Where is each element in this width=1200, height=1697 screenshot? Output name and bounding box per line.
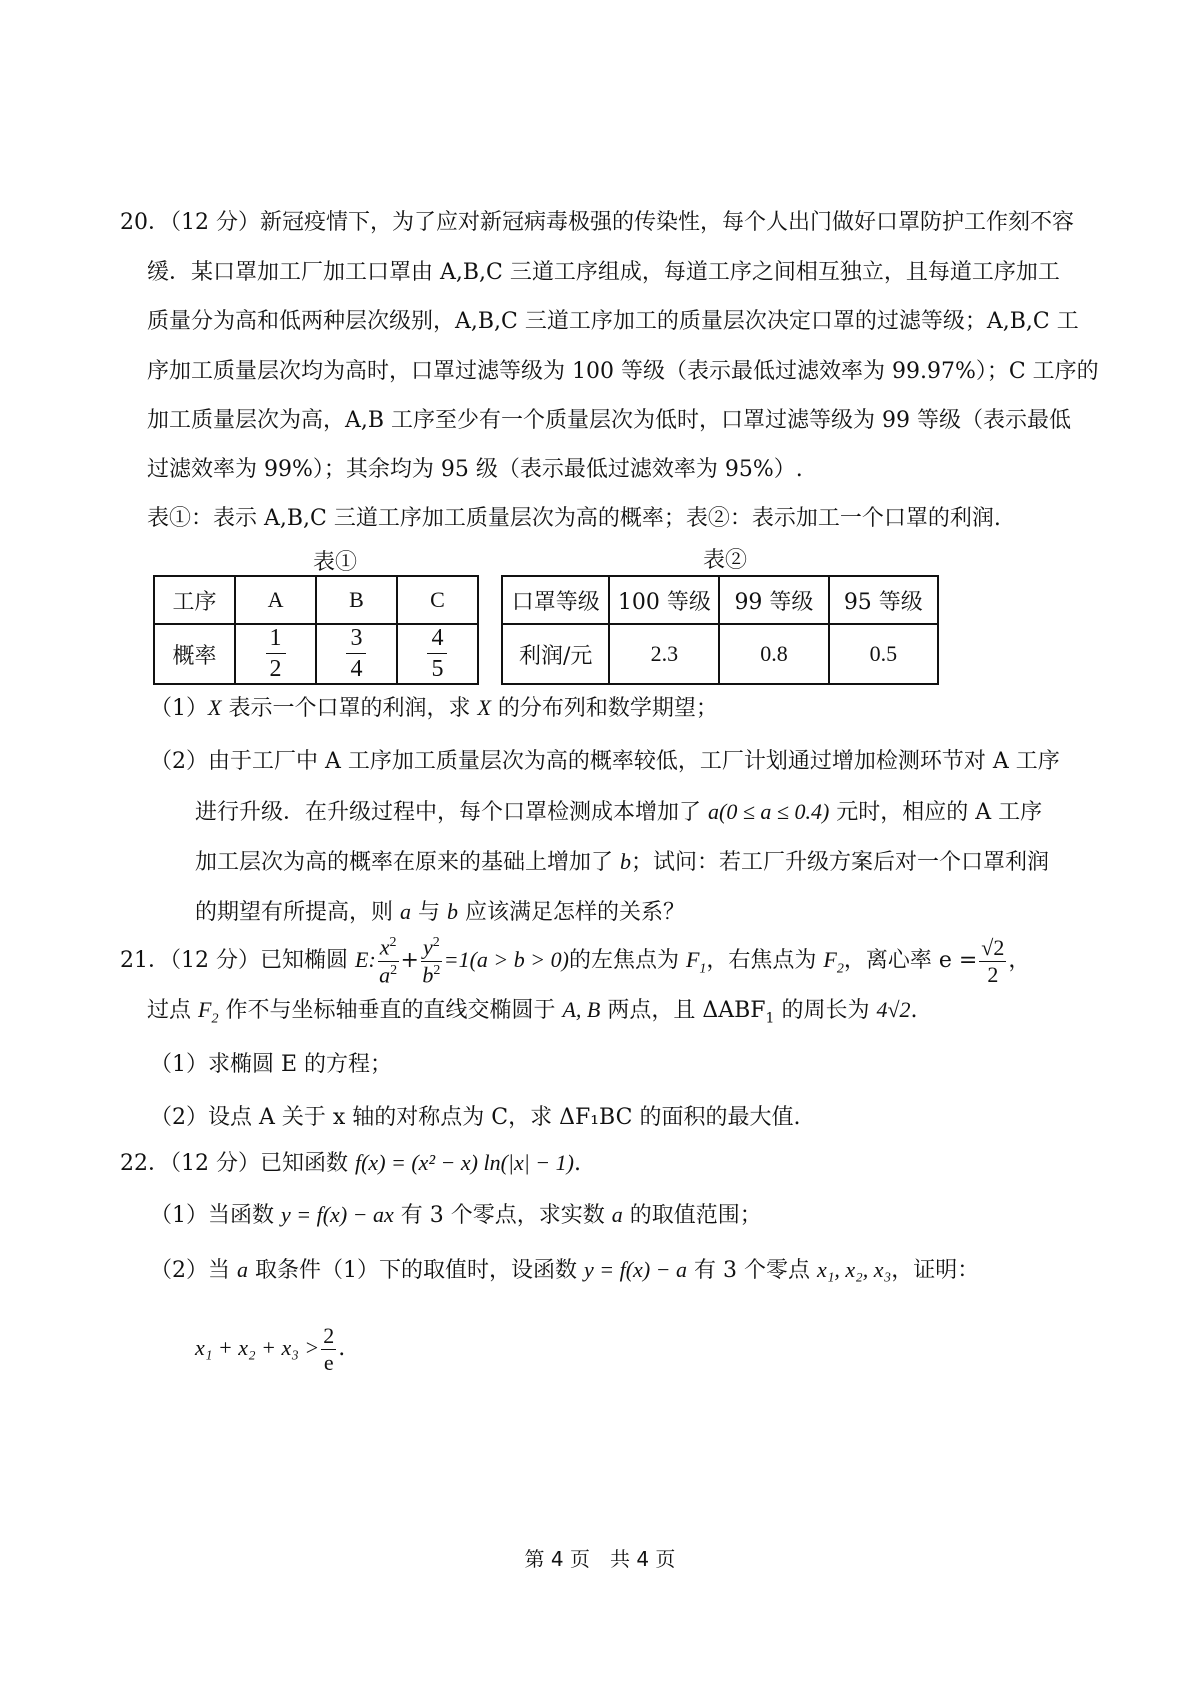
- table1: [153, 575, 479, 685]
- q22-inequality: x₁ + x₂ + x₃ > $\frac{2}{e}$ .: [195, 1322, 346, 1375]
- cost-condition: a(0 ≤ a ≤ 0.4): [708, 799, 830, 824]
- q20-part2-line-3: 加工层次为高的概率在原来的基础上增加了 b；试问：若工厂升级方案后对一个口罩利润: [195, 849, 1050, 875]
- q20-line-2: 缓．某口罩加工厂加工口罩由 A,B,C 三道工序组成，每道工序之间相互独立，且每道工序加工: [147, 260, 1060, 285]
- q21-line-2: 过点 $F_2$ 作不与坐标轴垂直的直线交椭圆于 A, B 两点，且 $\Delta ABF_1$ 的周长为 4√2.: [147, 997, 918, 1027]
- q22-part2: （2）当 a 取条件（1）下的取值时，设函数 y = f(x) − a 有 3 个零点 x₁, x₂, x₃，证明：: [150, 1257, 980, 1283]
- table2-title: 表②: [702, 548, 747, 573]
- q22-line-1: 22．（12 分）已知函数 f(x) = (x² − x) ln(|x| − 1).: [120, 1150, 581, 1176]
- table1-header-a: A: [235, 576, 316, 624]
- q20-part2-line-4: 的期望有所提高，则 a 与 b 应该满足怎样的关系？: [195, 899, 685, 925]
- q21-line-1: 21．（12 分）已知椭圆 E: $\frac{x^2}{a^2}$ + $\frac{y^2}{b^2}$ =1(a > b > 0)的左焦点为 $F_1$，右焦点为 $F_2$，离心率 e = $\frac{√2}{2}$ ，: [120, 934, 1031, 987]
- table2-profit-95: 0.5: [829, 624, 938, 684]
- table1-prob-c: $\frac{4}{5}$: [397, 624, 478, 684]
- table1-header-b: B: [316, 576, 397, 624]
- table2-header-100: 100 等级: [609, 576, 719, 624]
- table1-prob-a: $\frac{1}{2}$: [235, 624, 316, 684]
- q22-part1: （1）当函数 y = f(x) − ax 有 3 个零点，求实数 a 的取值范围；: [150, 1202, 762, 1228]
- q20-line-3: 质量分为高和低两种层次级别，A,B,C 三道工序加工的质量层次决定口罩的过滤等级；A,B,C 工: [147, 309, 1079, 334]
- table2-header-grade: 口罩等级: [502, 576, 609, 624]
- page-footer: 第 4 页 共 4 页: [524, 1547, 676, 1571]
- q20-line-6: 过滤效率为 99%）；其余均为 95 级（表示最低过滤效率为 95%）.: [147, 457, 803, 482]
- q20-line-5: 加工质量层次为高，A,B 工序至少有一个质量层次为低时，口罩过滤等级为 99 等级（表示最低: [147, 408, 1072, 433]
- q20-line-7: 表①：表示 A,B,C 三道工序加工质量层次为高的概率；表②：表示加工一个口罩的利润.: [147, 506, 1001, 531]
- table1-header-process: 工序: [154, 576, 235, 624]
- q20-line-1: 20．（12 分）新冠疫情下，为了应对新冠病毒极强的传染性，每个人出门做好口罩防护工作刻不容: [120, 210, 1074, 235]
- table2-profit-99: 0.8: [719, 624, 828, 684]
- table2-header-99: 99 等级: [719, 576, 828, 624]
- table1-prob-b: $\frac{3}{4}$: [316, 624, 397, 684]
- table2-row-label: 利润/元: [502, 624, 609, 684]
- table2-profit-100: 2.3: [609, 624, 719, 684]
- q20-line-4: 序加工质量层次均为高时，口罩过滤等级为 100 等级（表示最低过滤效率为 99.97%）；C 工序的: [147, 359, 1099, 384]
- table1-header-c: C: [397, 576, 478, 624]
- q20-part2-line-1: （2）由于工厂中 A 工序加工质量层次为高的概率较低，工厂计划通过增加检测环节对 A 工序: [150, 749, 1060, 774]
- table1-row-label: 概率: [154, 624, 235, 684]
- q21-part2: （2）设点 A 关于 x 轴的对称点为 C，求 ΔF₁BC 的面积的最大值.: [150, 1105, 801, 1130]
- q21-part1: （1）求椭圆 E 的方程；: [150, 1052, 393, 1077]
- q20-part1: （1）X 表示一个口罩的利润，求 X 的分布列和数学期望；: [150, 695, 718, 721]
- table1-title: 表①: [312, 550, 357, 575]
- table2: [501, 575, 939, 685]
- table2-header-95: 95 等级: [829, 576, 938, 624]
- q20-part2-line-2: 进行升级．在升级过程中，每个口罩检测成本增加了 a(0 ≤ a ≤ 0.4) 元时，相应的 A 工序: [195, 799, 1043, 825]
